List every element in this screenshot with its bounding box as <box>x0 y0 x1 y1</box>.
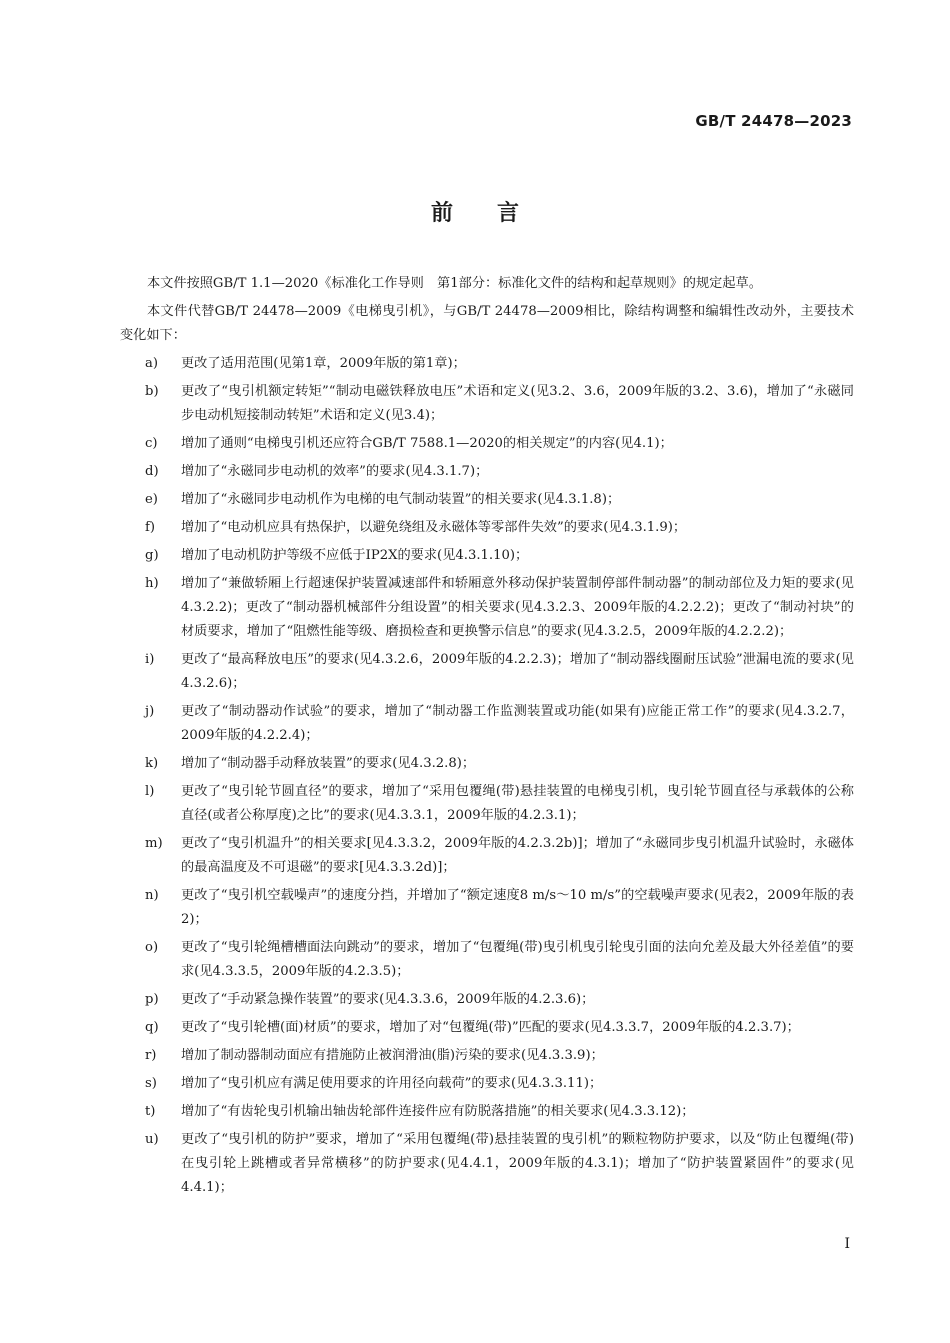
list-item-label: e) <box>145 492 158 507</box>
list-item-text: 更改了适用范围(见第1章，2009年版的第1章)； <box>181 356 466 371</box>
list-item <box>120 1100 854 1124</box>
list-item-text: 增加了“永磁同步电动机的效率”的要求(见4.3.1.7)； <box>181 464 489 479</box>
list-item <box>120 488 854 512</box>
list-item-label: s) <box>145 1076 157 1091</box>
list-item-label: o) <box>145 940 159 955</box>
list-item-text: 更改了“制动器动作试验”的要求，增加了“制动器工作监测装置或功能(如果有)应能正常工作”的要求(见4.3.2.7，2009年版的4.2.2.4)； <box>181 704 854 743</box>
document-body <box>120 272 854 1204</box>
list-item-label: d) <box>145 464 159 479</box>
list-item <box>120 700 854 748</box>
list-item-text: 更改了“曳引轮槽(面)材质”的要求，增加了对“包覆绳(带)”匹配的要求(见4.3.3.7，2009年版的4.2.3.7)； <box>181 1020 800 1035</box>
list-item <box>120 380 854 428</box>
list-item <box>120 884 854 932</box>
list-item-label: j) <box>145 704 155 719</box>
list-item <box>120 572 854 644</box>
list-item-label: c) <box>145 436 158 451</box>
list-item-text: 增加了“电动机应具有热保护，以避免绕组及永磁体等零部件失效”的要求(见4.3.1.9)； <box>181 520 687 535</box>
list-item-label: k) <box>145 756 159 771</box>
list-item <box>120 832 854 880</box>
list-item <box>120 1044 854 1068</box>
intro-paragraph-1: 本文件按照GB/T 1.1—2020《标准化工作导则 第1部分：标准化文件的结构和起草规则》的规定起草。 <box>147 276 762 291</box>
list-item-text: 更改了“曳引轮绳槽槽面法向跳动”的要求，增加了“包覆绳(带)曳引机曳引轮曳引面的法向允差及最大外径差值”的要求(见4.3.3.5，2009年版的4.2.3.5)； <box>181 940 854 979</box>
list-item-text: 增加了“永磁同步电动机作为电梯的电气制动装置”的相关要求(见4.3.1.8)； <box>181 492 621 507</box>
list-item-text: 更改了“曳引轮节圆直径”的要求，增加了“采用包覆绳(带)悬挂装置的电梯曳引机，曳引轮节圆直径与承载体的公称直径(或者公称厚度)之比”的要求(见4.3.3.1，2009年版的4.2.3.1)； <box>181 784 854 823</box>
list-item-label: g) <box>145 548 159 563</box>
list-item <box>120 648 854 696</box>
list-item-text: 增加了通则“电梯曳引机还应符合GB/T 7588.1—2020的相关规定”的内容(见4.1)； <box>181 436 673 451</box>
list-item <box>120 988 854 1012</box>
list-item <box>120 752 854 776</box>
list-item-label: p) <box>145 992 159 1007</box>
list-item-text: 更改了“曳引机额定转矩”“制动电磁铁释放电压”术语和定义(见3.2、3.6，2009年版的3.2、3.6)，增加了“永磁同步电动机短接制动转矩”术语和定义(见3.4)； <box>181 384 854 423</box>
list-item-text: 更改了“曳引机的防护”要求，增加了“采用包覆绳(带)悬挂装置的曳引机”的颗粒物防护要求，以及“防止包覆绳(带)在曳引轮上跳槽或者异常横移”的防护要求(见4.4.1，2009年版的4.3.1)；增加了“防护装置紧固件”的要求(见4.4.1)； <box>181 1132 854 1195</box>
list-item-text: 更改了“手动紧急操作装置”的要求(见4.3.3.6，2009年版的4.2.3.6)； <box>181 992 595 1007</box>
list-item-text: 增加了“制动器手动释放装置”的要求(见4.3.2.8)； <box>181 756 476 771</box>
list-item-label: n) <box>145 888 159 903</box>
list-item-text: 更改了“最高释放电压”的要求(见4.3.2.6，2009年版的4.2.2.3)；增加了“制动器线圈耐压试验”泄漏电流的要求(见4.3.2.6)； <box>181 652 854 691</box>
list-item <box>120 1128 854 1200</box>
list-item <box>120 1072 854 1096</box>
list-item-label: t) <box>145 1104 156 1119</box>
list-item-label: h) <box>145 576 159 591</box>
list-item-label: b) <box>145 384 159 399</box>
list-item-label: a) <box>145 356 159 371</box>
list-item-text: 增加了“有齿轮曳引机输出轴齿轮部件连接件应有防脱落措施”的相关要求(见4.3.3.12)； <box>181 1104 695 1119</box>
page-title: 前言 <box>430 201 563 226</box>
list-item-text: 更改了“曳引机空载噪声”的速度分挡，并增加了“额定速度8 m/s～10 m/s”的空载噪声要求(见表2，2009年版的表2)； <box>181 888 854 927</box>
list-item-label: f) <box>145 520 156 535</box>
list-item <box>120 936 854 984</box>
list-item-text: 增加了电动机防护等级不应低于IP2X的要求(见4.3.1.10)； <box>181 548 529 563</box>
list-item-label: m) <box>145 836 163 851</box>
changes-list <box>120 352 854 1200</box>
intro-paragraph-2: 本文件代替GB/T 24478—2009《电梯曳引机》，与GB/T 24478—2009相比，除结构调整和编辑性改动外，主要技术变化如下： <box>120 304 854 343</box>
list-item <box>120 432 854 456</box>
list-item <box>120 516 854 540</box>
list-item <box>120 544 854 568</box>
list-item <box>120 352 854 376</box>
list-item-label: u) <box>145 1132 159 1147</box>
list-item-text: 增加了“曳引机应有满足使用要求的许用径向载荷”的要求(见4.3.3.11)； <box>181 1076 603 1091</box>
list-item-label: i) <box>145 652 155 667</box>
list-item-text: 增加了“兼做轿厢上行超速保护装置减速部件和轿厢意外移动保护装置制停部件制动器”的制动部位及力矩的要求(见4.3.2.2)；更改了“制动器机械部件分组设置”的相关要求(见4.3.2.3、2009年版的4.2.2.2)；更改了“制动衬块”的材质要求，增加了“阻燃性能等级、磨损检查和更换警示信息”的要求(见4.3.2.5，2009年版的4.2.2.2)； <box>181 576 854 639</box>
list-item <box>120 1016 854 1040</box>
list-item-text: 增加了制动器制动面应有措施防止被润滑油(脂)污染的要求(见4.3.3.9)； <box>181 1048 604 1063</box>
standard-code: GB/T 24478—2023 <box>695 112 852 130</box>
list-item <box>120 780 854 828</box>
list-item-label: l) <box>145 784 155 799</box>
list-item-label: q) <box>145 1020 159 1035</box>
page-number: I <box>844 1236 850 1252</box>
list-item-label: r) <box>145 1048 157 1063</box>
list-item-text: 更改了“曳引机温升”的相关要求[见4.3.3.2，2009年版的4.2.3.2b)]；增加了“永磁同步曳引机温升试验时，永磁体的最高温度及不可退磁”的要求[见4.3.3.2d)]； <box>181 836 854 875</box>
list-item <box>120 460 854 484</box>
